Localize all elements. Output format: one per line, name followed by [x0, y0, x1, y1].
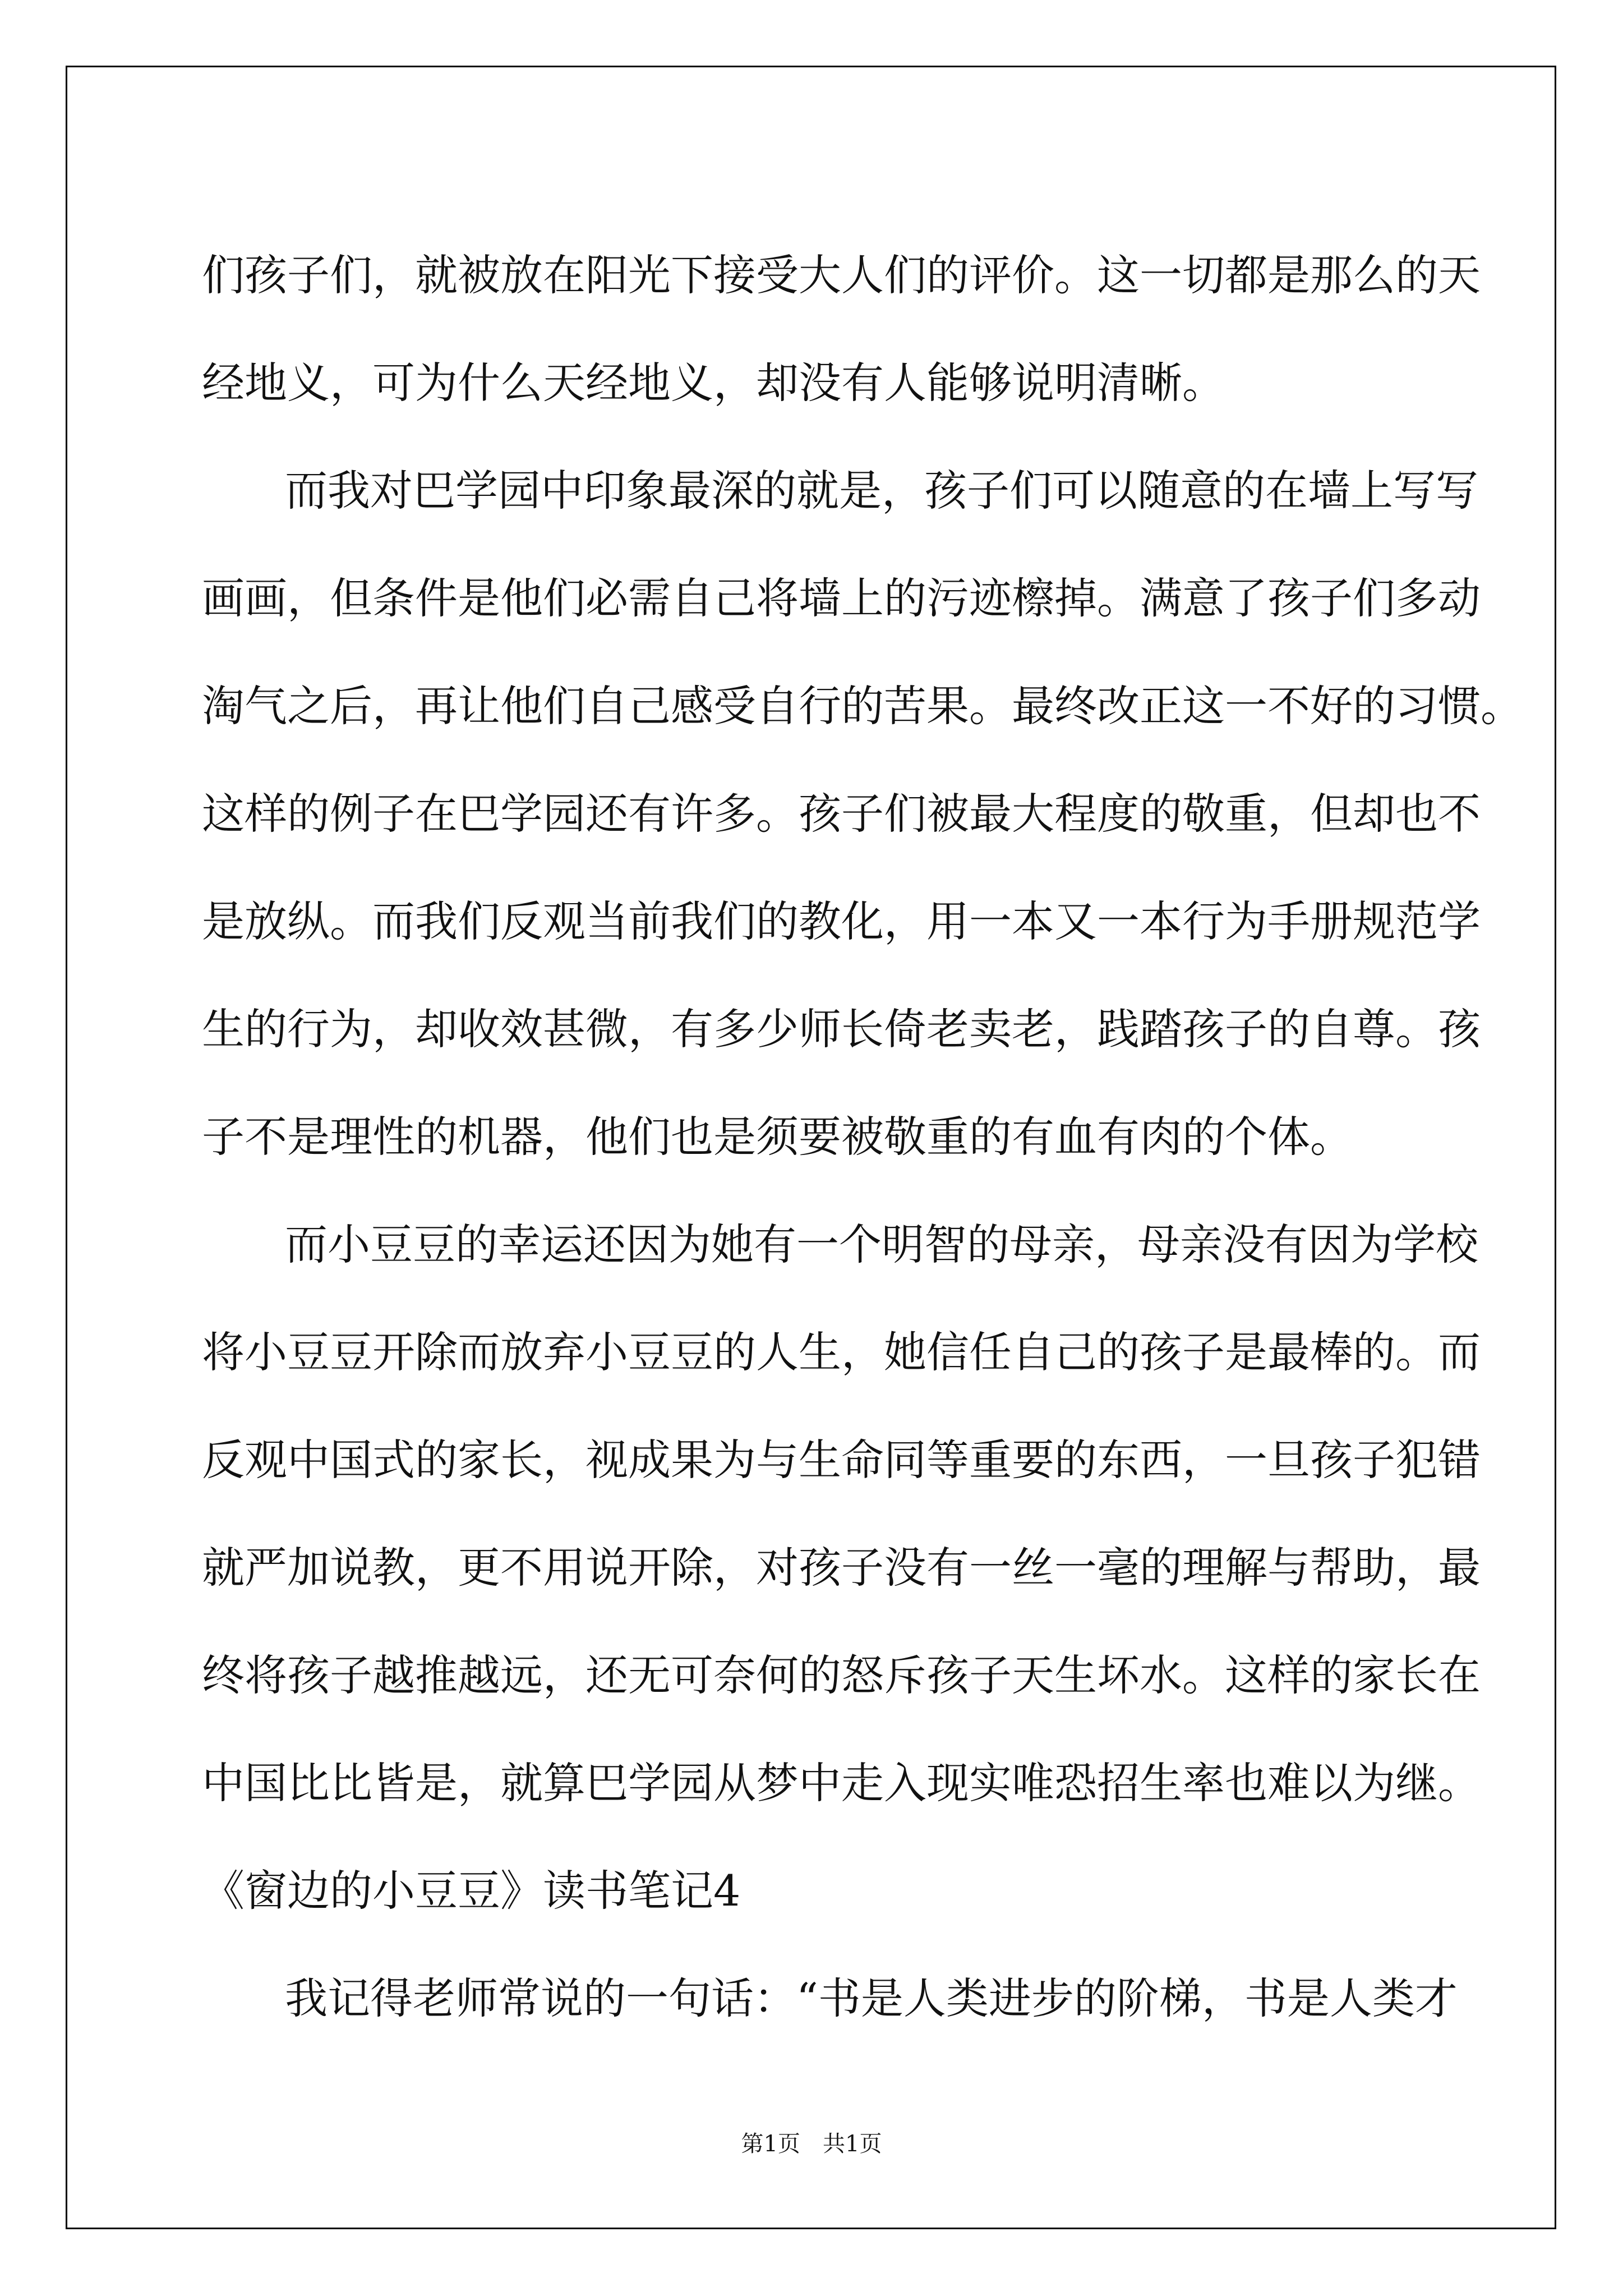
document-body [202, 222, 1523, 2053]
paragraph-start-line: 我记得老师常说的一句话：“书是人类进步的阶梯，书是人类才 [285, 1973, 1458, 2023]
text-line: 中国比比皆是，就算巴学园从梦中走入现实唯恐招生率也难以为继。 [202, 1758, 1481, 1808]
text-line: 将小豆豆开除而放弃小豆豆的人生，她信任自己的孩子是最棒的。而 [202, 1327, 1481, 1377]
text-line: 画画，但条件是他们必需自己将墙上的污迹檫掉。满意了孩子们多动 [202, 573, 1481, 623]
section-heading: 《窗边的小豆豆》读书笔记4 [202, 1866, 741, 1916]
page-number-footer: 第1页 共1页 [741, 2131, 882, 2157]
text-line: 经地义，可为什么天经地义，却没有人能够说明清晰。 [202, 358, 1225, 408]
paragraph-start-line: 而小豆豆的幸运还因为她有一个明智的母亲，母亲没有因为学校 [285, 1220, 1478, 1269]
text-line: 们孩子们，就被放在阳光下接受大人们的评价。这一切都是那么的天 [202, 250, 1481, 300]
paragraph-start-line: 而我对巴学园中印象最深的就是，孩子们可以随意的在墙上写写 [285, 466, 1478, 516]
text-line: 生的行为，却收效甚微，有多少师长倚老卖老，践踏孩子的自尊。孩 [202, 1004, 1481, 1054]
text-line: 这样的例子在巴学园还有许多。孩子们被最大程度的敬重，但却也不 [202, 789, 1481, 839]
text-line: 是放纵。而我们反观当前我们的教化，用一本又一本行为手册规范学 [202, 896, 1481, 946]
text-line: 终将孩子越推越远，还无可奈何的怒斥孩子天生坏水。这样的家长在 [202, 1650, 1481, 1700]
text-line: 淘气之后，再让他们自己感受自行的苦果。最终改正这一不好的习惯。 [202, 681, 1523, 731]
text-line: 子不是理性的机器，他们也是须要被敬重的有血有肉的个体。 [202, 1112, 1353, 1162]
text-line: 反观中国式的家长，视成果为与生命同等重要的东西，一旦孩子犯错 [202, 1435, 1481, 1485]
text-line: 就严加说教，更不用说开除，对孩子没有一丝一毫的理解与帮助，最 [202, 1543, 1481, 1593]
